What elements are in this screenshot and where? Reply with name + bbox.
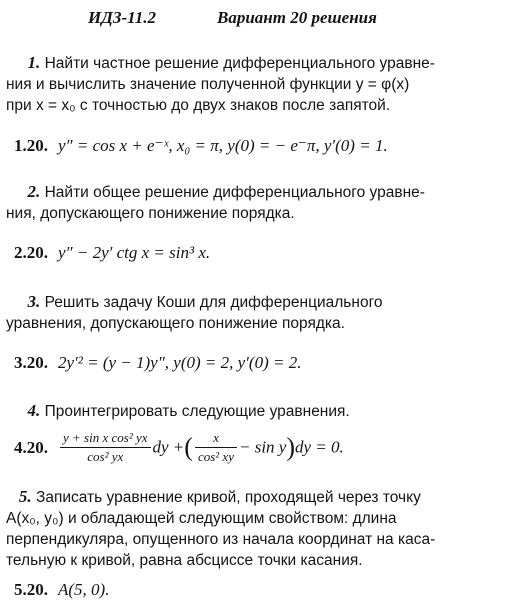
equation-4-minus-sin: − sin y (238, 437, 287, 457)
task-2-line-2: ния, допускающего понижение порядка. (6, 205, 295, 222)
task-1-line-2: ния и вычислить значение полученной функции y = φ(x) (6, 76, 410, 93)
task-1-line-3: при x = x₀ с точностью до двух знаков после запятой. (6, 97, 391, 114)
task-2-line-1: Найти общее решение дифференциального уравне- (44, 184, 425, 201)
task-3 (6, 291, 496, 334)
fraction-2-numerator: x (195, 430, 237, 448)
task-5-line-3: перпендикуляра, опущенного из начала координат на каса- (6, 531, 436, 548)
fraction-1-numerator: y + sin x cos² yx (60, 430, 151, 448)
task-1 (6, 52, 496, 116)
task-3-line-2: уравнения, допускающего понижение порядка. (6, 315, 345, 332)
task-3-number: 3. (27, 292, 41, 311)
equation-2-20 (14, 243, 210, 263)
task-4-number: 4. (27, 401, 41, 420)
equation-1-number: 1.20. (14, 136, 48, 155)
equation-3-20 (14, 353, 301, 373)
fraction-1-denominator: cos² yx (87, 449, 124, 464)
equation-1-text: y″ = cos x + e⁻ˣ, x₀ = π, y(0) = − e⁻π, y′(0) = 1. (58, 136, 388, 155)
equation-2-text: y″ − 2y′ ctg x = sin³ x. (58, 243, 211, 262)
task-4 (6, 400, 496, 422)
equation-4-number: 4.20. (14, 437, 48, 457)
task-2-number: 2. (27, 182, 41, 201)
equation-5-20 (14, 580, 109, 600)
equation-5-text: A(5, 0). (58, 580, 110, 599)
task-5-line-2: A(x₀, y₀) и обладающей следующим свойством: длина (6, 510, 397, 527)
fraction-2-denominator: cos² xy (197, 449, 234, 464)
equation-4-20 (14, 430, 344, 465)
doc-code: ИДЗ-11.2 (88, 8, 156, 27)
task-2 (6, 181, 496, 224)
equation-1-20 (14, 136, 388, 156)
task-1-number: 1. (27, 53, 41, 72)
equation-3-text: 2y′² = (y − 1)y″, y(0) = 2, y′(0) = 2. (58, 353, 302, 372)
task-4-line-1: Проинтегрировать следующие уравнения. (44, 403, 350, 420)
variant-title: Вариант 20 решения (217, 8, 377, 27)
equation-4-dy-plus: dy + (152, 437, 185, 457)
equation-5-number: 5.20. (14, 580, 48, 599)
equation-3-number: 3.20. (14, 353, 48, 372)
task-5-line-1: Записать уравнение кривой, проходящей через точку (35, 489, 421, 506)
task-5-line-4: тельную к кривой, равна абсциссе точки касания. (6, 552, 363, 569)
equation-2-number: 2.20. (14, 243, 48, 262)
left-paren: ( (184, 432, 193, 462)
equation-4-tail: dy = 0. (295, 437, 344, 457)
equation-4-fraction-1 (60, 430, 151, 465)
equation-4-fraction-2 (195, 430, 237, 465)
task-1-line-1: Найти частное решение дифференциального уравне- (44, 55, 435, 72)
right-paren: ) (286, 432, 296, 462)
task-3-line-1: Решить задачу Коши для дифференциального (44, 294, 383, 311)
task-5 (6, 486, 496, 571)
task-5-number: 5. (18, 487, 32, 506)
